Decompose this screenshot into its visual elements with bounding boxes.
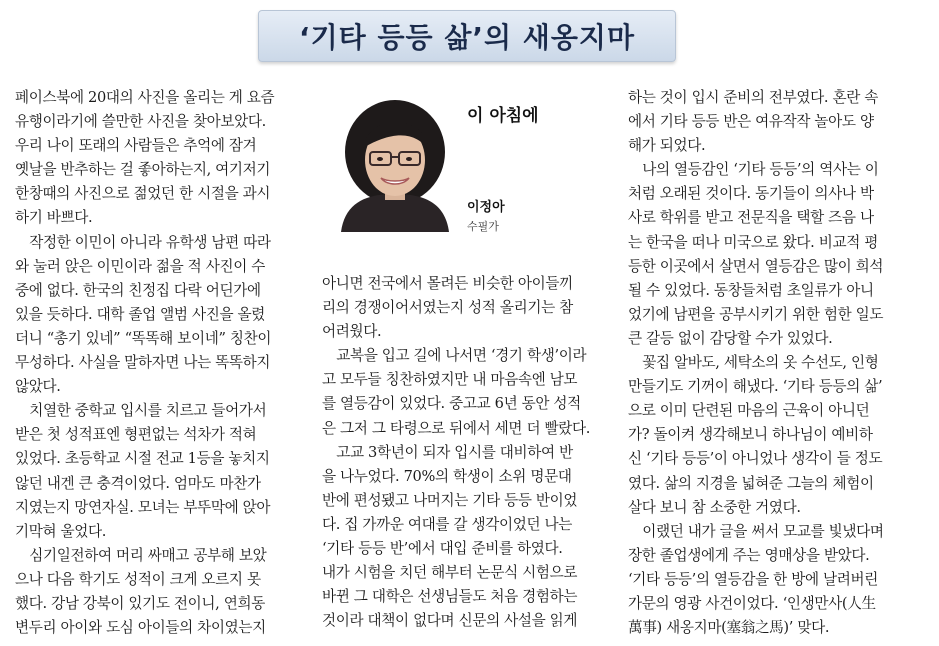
article-line: 있었다. 초등학교 시절 전교 1등을 놓치지: [15, 450, 270, 468]
article-line: 꽃집 알바도, 세탁소의 옷 수선도, 인형: [628, 354, 879, 372]
article-line: 무성하다. 사실을 말하자면 나는 똑똑하지: [15, 354, 271, 372]
article-line: 를 열등감이 있었다. 중고교 6년 동안 성적: [322, 395, 581, 413]
article-line: 는 한국을 떠나 미국으로 왔다. 비교적 평: [628, 233, 878, 251]
article-line: 않았다.: [15, 378, 61, 396]
article-line: 유행이라기에 쓸만한 사진을 찾아보았다.: [15, 113, 266, 131]
article-line: 하는 것이 입시 준비의 전부였다. 혼란 속: [628, 89, 878, 106]
article-line: 변두리 아이와 도심 아이들의 차이였는지: [15, 619, 266, 637]
article-line: 지였는지 망연자실. 모녀는 부뚜막에 앉아: [15, 498, 271, 516]
article-line: 하기 바쁘다.: [15, 209, 93, 227]
article-line: 반에 편성됐고 나머지는 기타 등등 반이었: [322, 491, 578, 509]
article-line: 했다. 강남 강북이 있기도 전이니, 연희동: [15, 594, 265, 612]
article-line: 리의 경쟁이어서였는지 성적 올리기는 참: [322, 299, 573, 317]
article-line: 아니면 전국에서 몰려든 비슷한 아이들끼: [322, 275, 573, 292]
article-line: 신 ‘기타 등등’이 아니었나 생각이 들 정도: [628, 450, 883, 468]
article-line: 가? 돌이켜 생각해보니 하나님이 예비하: [628, 426, 873, 444]
headline: ‘기타 등등 삶’의 새옹지마: [299, 21, 635, 54]
article-line: 중에 없다. 한국의 친정집 다락 어딘가에: [15, 281, 261, 299]
article-line: 고교 3학년이 되자 입시를 대비하여 반: [322, 443, 573, 461]
article-line: 큰 갈등 없이 감당할 수가 있었다.: [628, 329, 833, 347]
article-line: 받은 첫 성적표엔 형편없는 석차가 적혀: [15, 426, 257, 444]
article-line: 작정한 이민이 아니라 유학생 남편 따라: [15, 233, 271, 251]
article-line: 살다 보니 참 소중한 거였다.: [628, 498, 801, 516]
article-line: 으나 다음 학기도 성적이 크게 오르지 못: [15, 570, 261, 588]
article-line: 와 눌러 앉은 이민이라 젊을 적 사진이 수: [15, 257, 265, 275]
article-line: 등한 이곳에서 살면서 열등감은 많이 희석: [628, 257, 884, 275]
article-column-2: [322, 272, 614, 633]
article-line: 만들기도 기꺼이 해냈다. ‘기타 등등의 삶’: [628, 378, 883, 396]
article-line: 萬事) 새옹지마(塞翁之馬)’ 맞다.: [628, 619, 830, 637]
article-line: 은 그저 그 타령으로 뒤에서 세면 더 빨랐다.: [322, 419, 591, 437]
article-line: 것이라 대책이 없다며 신문의 사설을 읽게: [322, 612, 578, 630]
article-line: ‘기타 등등’의 열등감을 한 방에 날려버린: [628, 570, 878, 588]
article-line: 기막혀 울었다.: [15, 522, 107, 540]
headline-banner: [258, 10, 676, 62]
author-role: 수필가: [467, 220, 499, 233]
article-column-3: [628, 86, 924, 640]
author-photo: [337, 92, 453, 232]
article-line: 더니 “총기 있네” “똑똑해 보이네” 칭찬이: [15, 329, 272, 347]
article-line: 한창때의 사진으로 젊었던 한 시절을 과시: [15, 185, 271, 203]
article-line: 이랬던 내가 글을 써서 모교를 빛냈다며: [628, 522, 884, 540]
article-line: 고 모두들 칭찬하였지만 내 마음속엔 남모: [322, 371, 578, 389]
article-line: 었기에 남편을 공부시키기 위한 험한 일도: [628, 305, 884, 323]
article-line: 바뀐 그 대학은 선생님들도 처음 경험하는: [322, 588, 578, 606]
article-line: 을 나누었다. 70%의 학생이 소위 명문대: [322, 467, 572, 485]
article-line: 페이스북에 20대의 사진을 올리는 게 요즘: [15, 89, 275, 106]
article-line: 처럼 오래된 것이다. 동기들이 의사나 박: [628, 185, 874, 203]
article-line: ‘기타 등등 반’에서 대입 준비를 하였다.: [322, 540, 563, 558]
article-line: 에서 기타 등등 반은 여유작작 놀아도 양: [628, 113, 874, 131]
article-line: 내가 시험을 치던 해부터 논문식 시험으로: [322, 564, 578, 582]
article-line: 였다. 삶의 지경을 넓혀준 그늘의 체험이: [628, 474, 874, 492]
article-line: 해가 되었다.: [628, 137, 706, 155]
article-line: 될 수 있었다. 동창들처럼 초일류가 아니: [628, 281, 874, 299]
article-column-1: [15, 86, 307, 640]
article-line: 사로 학위를 받고 전문직을 택할 즈음 나: [628, 209, 874, 227]
article-line: 옛날을 반추하는 걸 좋아하는지, 여기저기: [15, 161, 271, 179]
article-line: 치열한 중학교 입시를 치르고 들어가서: [15, 402, 267, 420]
article-line: 다. 집 가까운 여대를 갈 생각이었던 나는: [322, 515, 572, 533]
article-line: 심기일전하여 머리 싸매고 공부해 보았: [15, 546, 267, 564]
article-line: 어려웠다.: [322, 323, 382, 341]
author-portrait-image: [337, 92, 453, 232]
article-line: 교복을 입고 길에 나서면 ‘경기 학생’이라: [322, 347, 587, 365]
article-line: 있을 듯하다. 대학 졸업 앨범 사진을 올렸: [15, 305, 265, 323]
article-line: 으로 이미 단련된 마음의 근육이 아니던: [628, 402, 870, 420]
author-name: 이정아: [467, 200, 505, 215]
article-line: 않던 내겐 큰 충격이었다. 엄마도 마찬가: [15, 474, 261, 492]
column-name: 이 아침에: [467, 106, 539, 126]
article-line: 나의 열등감인 ‘기타 등등’의 역사는 이: [628, 161, 879, 179]
article-line: 우리 나이 또래의 사람들은 추억에 잠겨: [15, 137, 257, 155]
article-line: 가문의 영광 사건이었다. ‘인생만사(人生: [628, 594, 876, 612]
article-line: 장한 졸업생에게 주는 영매상을 받았다.: [628, 546, 870, 564]
